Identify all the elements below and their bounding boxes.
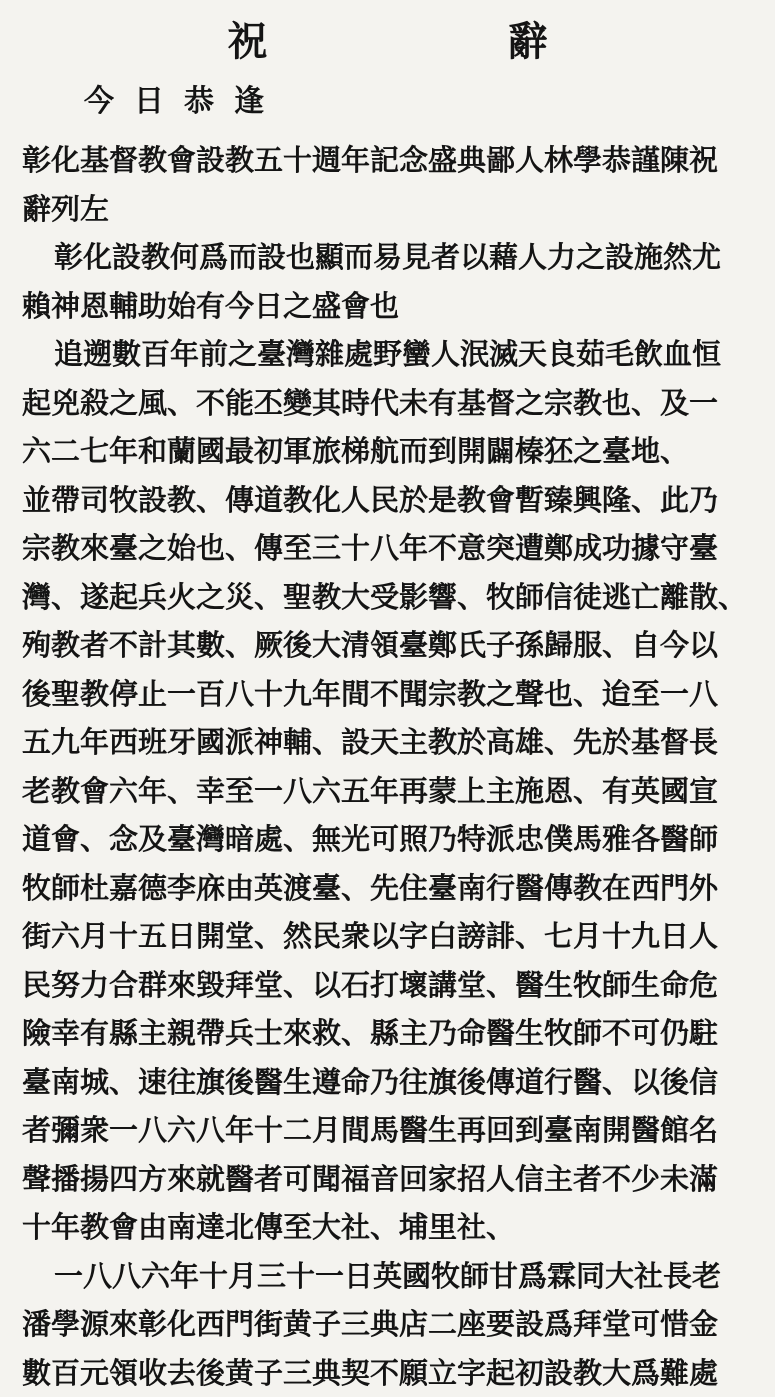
text-line: 賴神恩輔助始有今日之盛會也	[22, 282, 752, 331]
text-line: 老教會六年、幸至一八六五年再蒙上主施恩、有英國宣	[22, 767, 752, 816]
text-line: 彰化設教何爲而設也顯而易見者以藉人力之設施然尤	[22, 233, 752, 282]
text-line: 牧師杜嘉德李庥由英渡臺、先住臺南行醫傳教在西門外	[22, 864, 752, 913]
text-line: 宗教來臺之始也、傳至三十八年不意突遭鄭成功據守臺	[22, 524, 752, 573]
text-line: 殉教者不計其數、厥後大清領臺鄭氏子孫歸服、自今以	[22, 621, 752, 670]
text-line: 一八八六年十月三十一日英國牧師甘爲霖同大社長老	[22, 1252, 752, 1301]
text-line: 辭列左	[22, 185, 752, 234]
text-line: 五九年西班牙國派神輔、設天主教於高雄、先於基督長	[22, 718, 752, 767]
text-line: 追遡數百年前之臺灣雜處野蠻人泯滅天良茹毛飲血恒	[22, 330, 752, 379]
text-line: 聲播揚四方來就醫者可聞福音回家招人信主者不少未滿	[22, 1155, 752, 1204]
text-line: 者彌衆一八六八年十二月間馬醫生再回到臺南開醫館名	[22, 1106, 752, 1155]
text-line: 臺南城、速往旗後醫生遵命乃往旗後傳道行醫、以後信	[22, 1058, 752, 1107]
text-line: 數百元領收去後黄子三典契不願立字起初設教大爲難處	[22, 1349, 752, 1397]
text-line: 並帶司牧設教、傳道教化人民於是教會暫臻興隆、此乃	[22, 476, 752, 525]
text-line: 民努力合群來毀拜堂、以石打壞講堂、醫生牧師生命危	[22, 961, 752, 1010]
text-line: 十年教會由南達北傳至大社、埔里社、	[22, 1203, 752, 1252]
text-line: 險幸有縣主親帶兵士來救、縣主乃命醫生牧師不可仍駐	[22, 1009, 752, 1058]
greeting-line: 今日恭逢	[84, 82, 284, 122]
body-text	[22, 136, 752, 1397]
text-line: 彰化基督教會設教五十週年記念盛典鄙人林學恭謹陳祝	[22, 136, 752, 185]
text-line: 街六月十五日開堂、然民衆以字白謗誹、七月十九日人	[22, 912, 752, 961]
text-line: 道會、念及臺灣暗處、無光可照乃特派忠僕馬雅各醫師	[22, 815, 752, 864]
text-line: 潘學源來彰化西門街黄子三典店二座要設爲拜堂可惜金	[22, 1300, 752, 1349]
page-title: 祝 辭	[0, 12, 775, 72]
text-line: 灣、遂起兵火之災、聖教大受影響、牧師信徒逃亡離散、	[22, 573, 752, 622]
text-line: 起兇殺之風、不能丕變其時代未有基督之宗教也、及一	[22, 379, 752, 428]
text-line: 後聖教停止一百八十九年間不聞宗教之聲也、迨至一八	[22, 670, 752, 719]
text-line: 六二七年和蘭國最初軍旅梯航而到開闢榛狉之臺地、	[22, 427, 752, 476]
